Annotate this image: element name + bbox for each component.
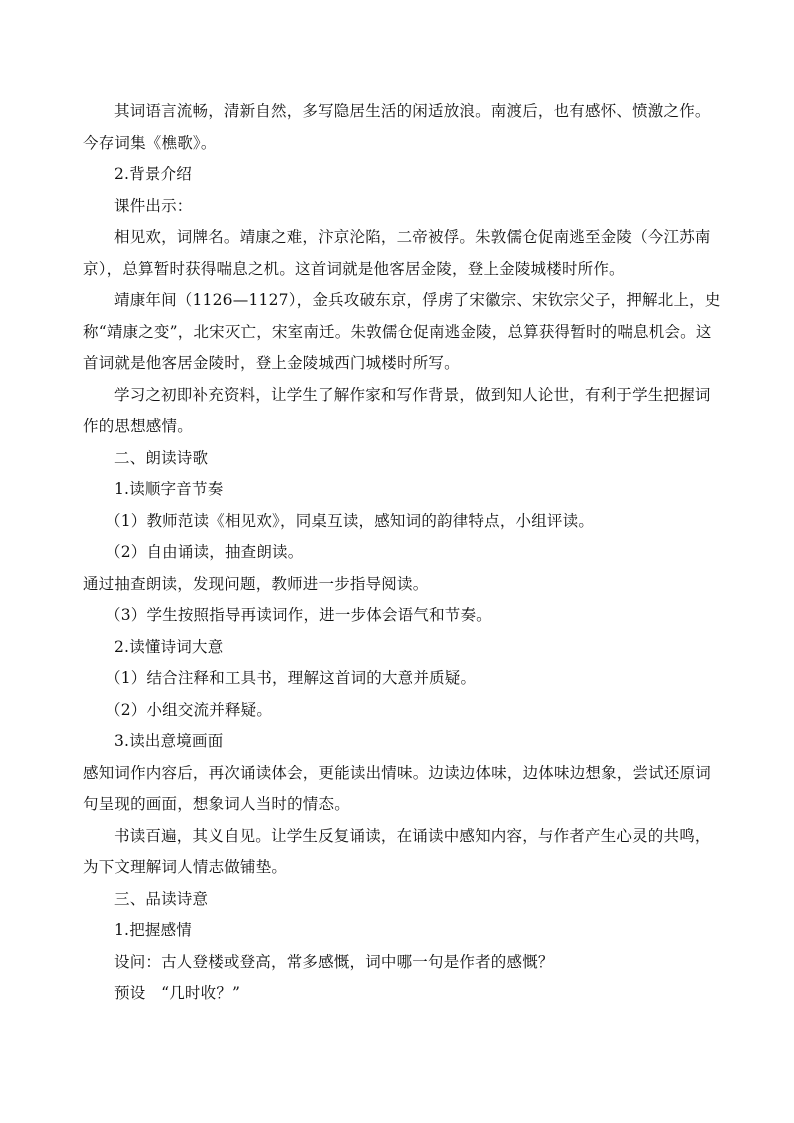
list-item: （3）学生按照指导再读词作，进一步体会语气和节奏。 — [105, 606, 492, 624]
paragraph-check-reading: 通过抽查朗读，发现问题，教师进一步指导阅读。 — [83, 574, 429, 593]
heading-section-three: 三、品读诗意 — [114, 889, 209, 908]
paragraph-scene-reading: 感知词作内容后，再次诵读体会，更能读出情味。边读边体味，边体味边想象，尝试还原词句呈现的画面，想象词人当时的情态。 — [83, 763, 712, 813]
list-item: （2）自由诵读，抽查朗读。 — [105, 543, 304, 561]
paragraph-question: 设问：古人登楼或登高，常多感慨，词中哪一句是作者的感慨？ — [114, 952, 554, 971]
heading-read-rhythm: 1.读顺字音节奏 — [114, 480, 224, 498]
document-body — [83, 96, 723, 1010]
paragraph-slide-show: 课件出示： — [114, 196, 193, 215]
list-item: （2）小组交流并释疑。 — [105, 700, 273, 719]
paragraph-repeat-reading: 书读百遍，其义自见。让学生反复诵读，在诵读中感知内容，与作者产生心灵的共鸣，为下文理解词人情志做铺垫。 — [83, 826, 711, 876]
heading-section-two: 二、朗读诗歌 — [114, 448, 209, 467]
list-item: （1）结合注释和工具书，理解这首词的大意并质疑。 — [105, 669, 477, 687]
paragraph-preset-answer: 预设 “几时收？” — [114, 984, 241, 1002]
heading-read-scene: 3.读出意境画面 — [114, 732, 224, 750]
paragraph-author-intro: 其词语言流畅，清新自然，多写隐居生活的闲适放浪。南渡后，也有感怀、愤激之作。今存词集《樵歌》。 — [83, 102, 711, 152]
paragraph-learning-note: 学习之初即补充资料，让学生了解作家和写作背景，做到知人论世，有利于学生把握词作的思想感情。 — [83, 385, 711, 435]
heading-understand-meaning: 2.读懂诗词大意 — [114, 637, 224, 656]
heading-background: 2.背景介绍 — [114, 165, 192, 183]
paragraph-jingkang: 靖康年间（1126—1127），金兵攻破东京，俘虏了宋徽宗、宋钦宗父子，押解北上，史称“靖康之变”，北宋灭亡，宋室南迁。朱敦儒仓促南逃金陵，总算获得暂时的喘息机会。这首词就是他客居金陵时，登上金陵城西门城楼时所写。 — [83, 291, 721, 372]
heading-grasp-emotion: 1.把握感情 — [114, 921, 192, 939]
list-item: （1）教师范读《相见欢》，同桌互读，感知词的韵律特点，小组评读。 — [105, 511, 595, 530]
paragraph-cipai: 相见欢，词牌名。靖康之难，汴京沦陷，二帝被俘。朱敦儒仓促南逃至金陵（今江苏南京），总算暂时获得喘息之机。这首词就是他客居金陵，登上金陵城楼时所作。 — [83, 228, 711, 278]
